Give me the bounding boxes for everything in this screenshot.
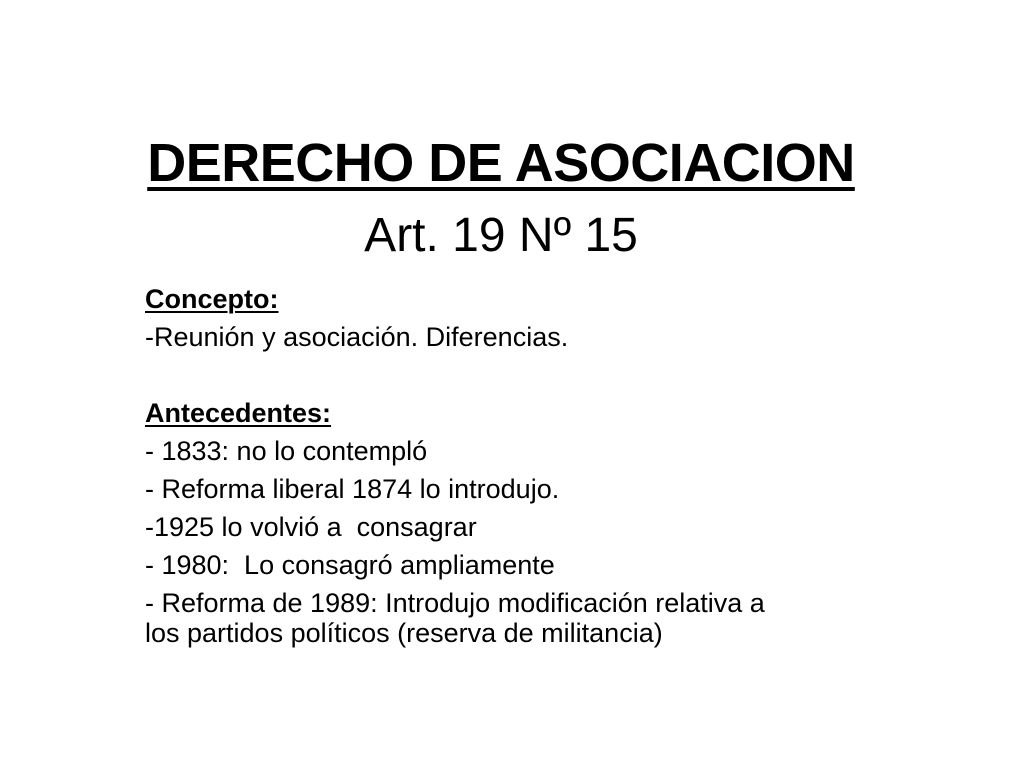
antecedentes-item: - Reforma de 1989: Introdujo modificación relativa a los partidos políticos (reserva de militancia)	[145, 588, 765, 648]
title-block	[0, 132, 1002, 266]
antecedentes-item: -1925 lo volvió a consagrar	[145, 512, 477, 542]
section-spacer	[145, 356, 805, 394]
antecedentes-item: - 1980: Lo consagró ampliamente	[145, 550, 555, 580]
concepto-heading: Concepto:	[145, 284, 279, 314]
slide-subtitle: Art. 19 Nº 15	[364, 209, 638, 262]
antecedentes-heading: Antecedentes:	[145, 398, 332, 428]
concepto-item: -Reunión y asociación. Diferencias.	[145, 322, 569, 352]
slide-body	[145, 280, 805, 648]
concepto-section	[145, 280, 805, 356]
antecedentes-section	[145, 394, 805, 648]
antecedentes-item: - Reforma liberal 1874 lo introdujo.	[145, 474, 560, 504]
slide-title: DERECHO DE ASOCIACION	[147, 133, 855, 193]
antecedentes-item: - 1833: no lo contempló	[145, 436, 428, 466]
